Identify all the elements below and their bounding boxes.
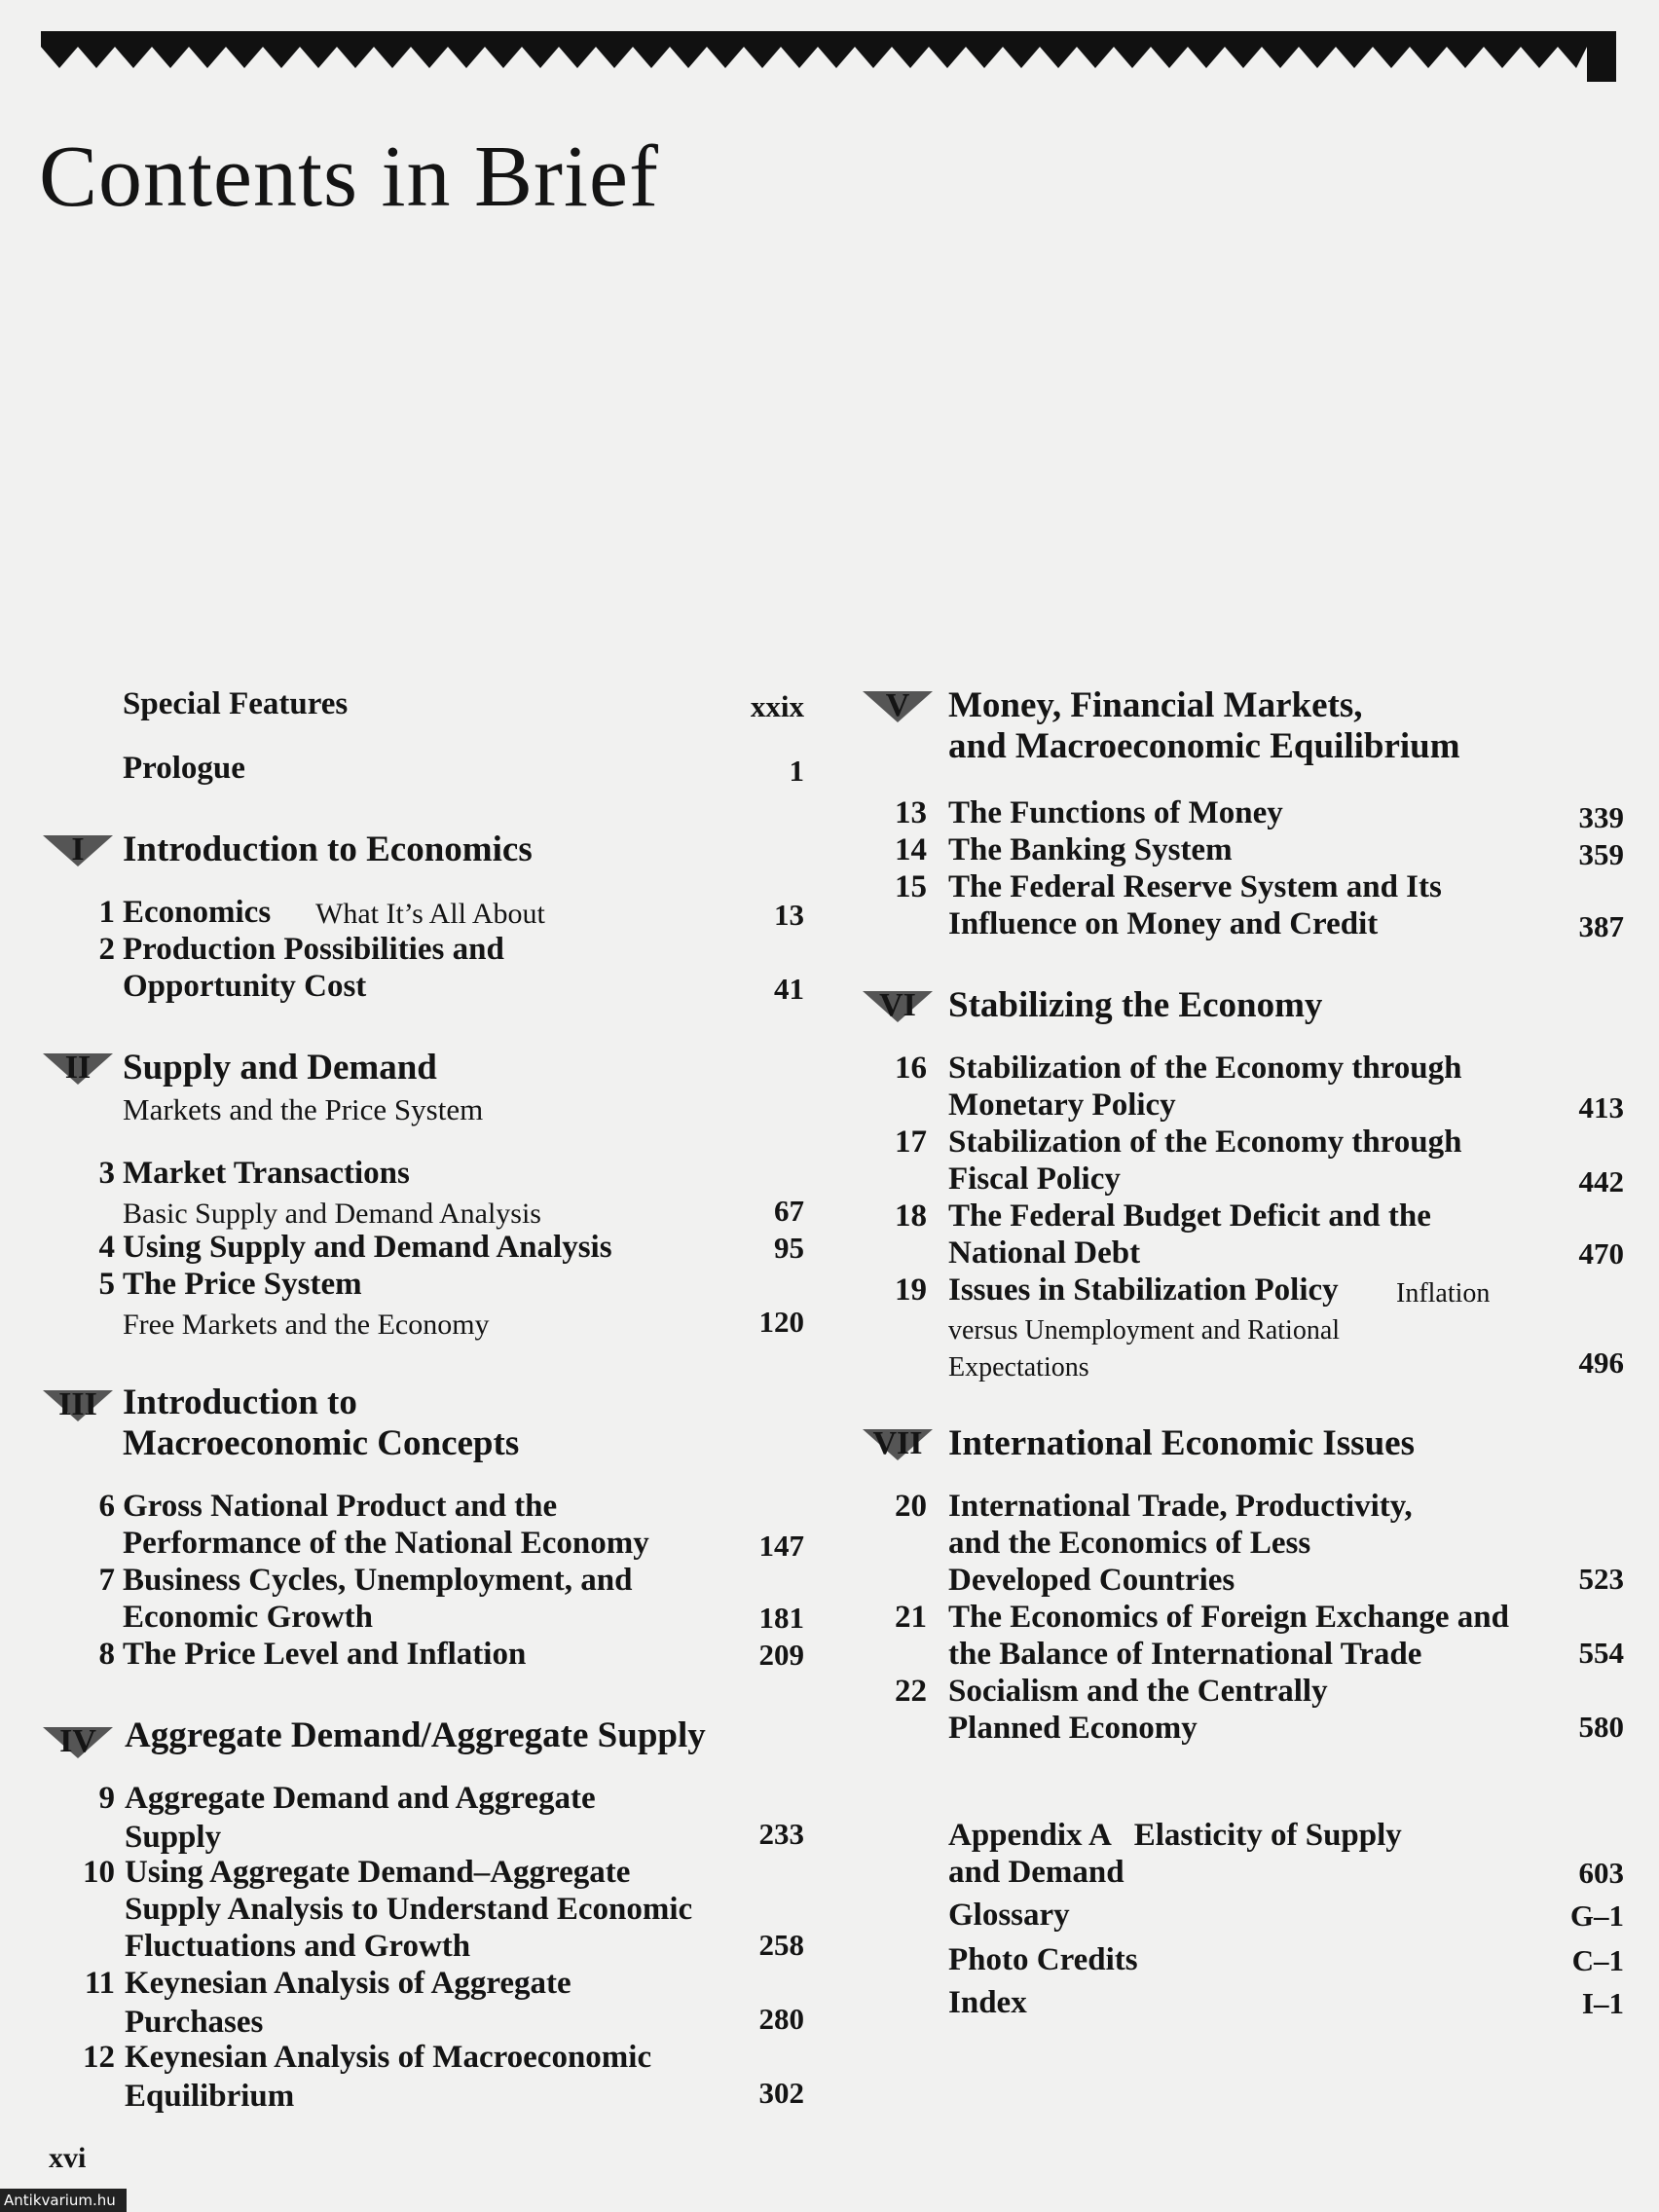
page-number: 181 [758, 1601, 804, 1635]
page-number: 554 [1578, 1636, 1624, 1670]
page-number: 523 [1578, 1562, 1624, 1596]
part-marker-icon: II [43, 1053, 113, 1088]
page-number: 1 [789, 754, 804, 788]
part-marker-icon: VII [863, 1429, 933, 1464]
page-number: 120 [758, 1305, 804, 1339]
watermark: Antikvarium.hu [0, 2189, 127, 2212]
part-title: Introduction to Economics [123, 830, 533, 869]
part-marker-icon: IV [43, 1727, 113, 1762]
page-number: 470 [1578, 1236, 1624, 1271]
page-number: 442 [1578, 1164, 1624, 1198]
page-number: xxix [750, 689, 804, 723]
part-title: and Macroeconomic Equilibrium [948, 726, 1460, 766]
page-folio: xvi [49, 2142, 87, 2174]
part-marker-icon: I [43, 835, 113, 870]
part-subtitle: Markets and the Price System [123, 1092, 484, 1126]
part-title: Money, Financial Markets, [948, 685, 1363, 725]
page-number: 603 [1578, 1856, 1624, 1890]
part-title: International Economic Issues [948, 1423, 1415, 1463]
page-number: 41 [774, 972, 804, 1006]
part-marker-icon: III [43, 1390, 113, 1425]
part-title: Macroeconomic Concepts [123, 1423, 520, 1463]
page-number: 359 [1578, 837, 1624, 871]
page-title: Contents in Brief [39, 129, 659, 225]
page-number: 413 [1578, 1090, 1624, 1124]
page-number: 209 [758, 1638, 804, 1672]
page-number: C–1 [1571, 1943, 1624, 1977]
part-marker-icon: VI [863, 991, 933, 1026]
part-title: Introduction to [123, 1382, 357, 1422]
page-number: I–1 [1581, 1986, 1624, 2020]
part-marker-icon: V [863, 691, 933, 726]
page-number: 13 [774, 898, 804, 932]
page-number: 95 [774, 1231, 804, 1265]
page-number: 387 [1578, 909, 1624, 943]
page-number: 67 [774, 1194, 804, 1228]
page-number: 496 [1578, 1346, 1624, 1380]
page-number: 302 [758, 2076, 804, 2110]
part-title: Aggregate Demand/Aggregate Supply [125, 1715, 706, 1755]
part-title: Supply and Demand [123, 1048, 437, 1088]
page-number: 580 [1578, 1710, 1624, 1744]
page-number: 280 [758, 2002, 804, 2036]
page-number: 339 [1578, 800, 1624, 834]
page-number: G–1 [1569, 1899, 1624, 1933]
page-number: 233 [758, 1817, 804, 1851]
page-number: 258 [758, 1928, 804, 1962]
page-number: 147 [758, 1529, 804, 1563]
zigzag-header-band [41, 31, 1616, 82]
part-title: Stabilizing the Economy [948, 985, 1323, 1025]
